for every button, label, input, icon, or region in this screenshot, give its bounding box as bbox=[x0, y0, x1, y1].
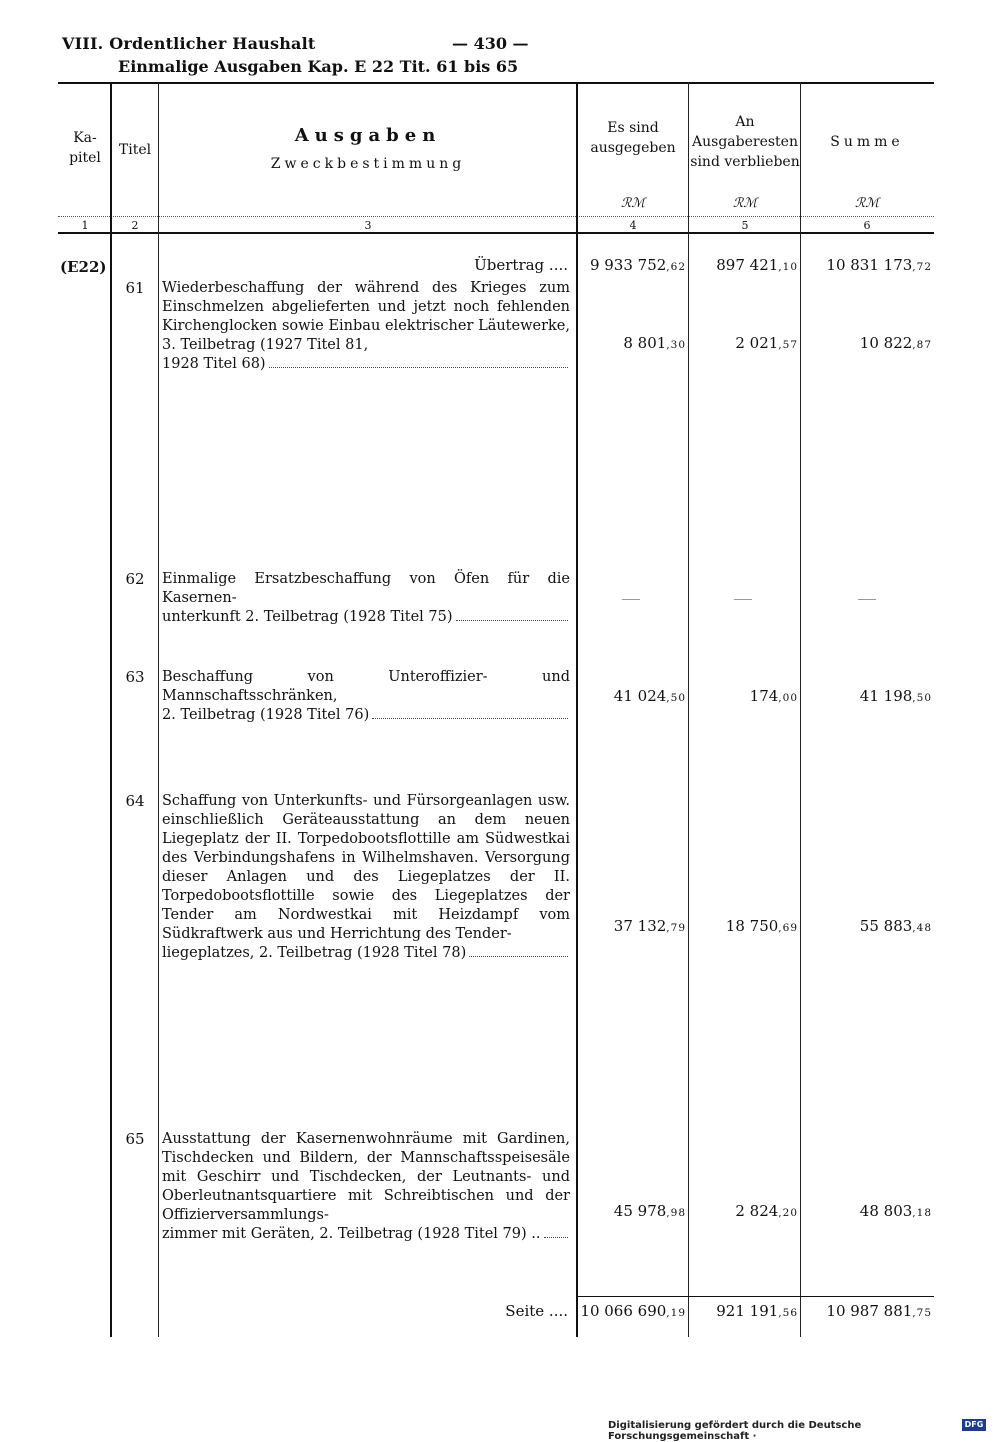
seite-label: Seite .... bbox=[505, 1302, 568, 1320]
row-ausgegeben: 37 132,79 bbox=[613, 917, 686, 935]
table-row-description: Beschaffung von Unteroffizier- und Mannschaftsschränken, 2. Teilbetrag (1928 Titel 76) bbox=[162, 669, 570, 723]
uebertrag-verblieben: 897 421,10 bbox=[716, 256, 798, 274]
header-ausgaben: Ausgaben bbox=[294, 125, 442, 146]
table-row-titel: 64 bbox=[125, 792, 145, 810]
table-top-rule bbox=[58, 82, 934, 84]
table-row-description: Einmalige Ersatzbeschaffung von Öfen für die Kasernen- unterkunft 2. Teilbetrag (1928 Titel 75) bbox=[162, 571, 570, 625]
header-bottom-rule bbox=[58, 232, 934, 234]
seite-summe: 10 987 881,75 bbox=[826, 1302, 932, 1320]
section-heading: VIII. Ordentlicher Haushalt bbox=[62, 34, 316, 53]
row-ausgegeben: 45 978,98 bbox=[613, 1202, 686, 1220]
kapitel-label: (E22) bbox=[60, 258, 107, 276]
row-empty-dash bbox=[622, 599, 640, 600]
row-verblieben: 174,00 bbox=[749, 687, 798, 705]
totals-rule bbox=[576, 1296, 934, 1297]
column-number-4: 4 bbox=[629, 219, 637, 232]
row-empty-dash bbox=[734, 599, 752, 600]
table-row-titel: 62 bbox=[125, 570, 145, 588]
row-verblieben: 2 824,20 bbox=[735, 1202, 798, 1220]
table-row-description: Ausstattung der Kasernenwohnräume mit Gardinen, Tischdecken und Bildern, der Mannschaftsspeisesäle mit Geschirr und Tischdecken, der Leutnants- und Oberleutnantsquartiere mit Schreibtischen und der Offizierversammlungs- zimmer mit Geräten, 2. Teilbetrag (1928 Titel 79) .. bbox=[162, 1131, 570, 1242]
unit-label-4: ℛℳ bbox=[620, 196, 646, 211]
header-zweckbestimmung: Zweckbestimmung bbox=[270, 156, 466, 172]
seite-verblieben: 921 191,56 bbox=[716, 1302, 798, 1320]
row-summe: 48 803,18 bbox=[859, 1202, 932, 1220]
header-kapitel: Ka- pitel bbox=[69, 130, 101, 166]
uebertrag-label: Übertrag .... bbox=[474, 256, 568, 274]
row-ausgegeben: 41 024,50 bbox=[613, 687, 686, 705]
column-divider-3 bbox=[576, 82, 578, 1337]
column-divider-1 bbox=[110, 82, 112, 1337]
row-verblieben: 2 021,57 bbox=[735, 334, 798, 352]
table-row-titel: 61 bbox=[125, 279, 145, 297]
column-divider-5 bbox=[800, 82, 801, 1337]
unit-label-6: ℛℳ bbox=[854, 196, 880, 211]
table-row-titel: 63 bbox=[125, 668, 145, 686]
dfg-logo: DFG bbox=[962, 1419, 986, 1431]
row-ausgegeben: 8 801,30 bbox=[623, 334, 686, 352]
header-verblieben: An Ausgaberesten sind verblieben bbox=[690, 114, 800, 170]
uebertrag-summe: 10 831 173,72 bbox=[826, 256, 932, 274]
header-summe: Summe bbox=[830, 134, 904, 150]
header-ausgegeben: Es sind ausgegeben bbox=[590, 120, 676, 156]
column-number-3: 3 bbox=[364, 219, 372, 232]
page-number: — 430 — bbox=[452, 34, 529, 53]
row-verblieben: 18 750,69 bbox=[725, 917, 798, 935]
seite-ausgegeben: 10 066 690,19 bbox=[580, 1302, 686, 1320]
column-number-2: 2 bbox=[131, 219, 139, 232]
table-row-description: Schaffung von Unterkunfts- und Fürsorgeanlagen usw. einschließlich Geräteausstattung an dem neuen Liegeplatz der II. Torpedobootsflottille am Südwestkai des Verbindungshafens in Wilhelmshaven. Versorgung dieser Anlagen und des Liegeplatzes der II. Torpedobootsflottille sowie des Liegeplatzes der Tender am Nordwestkai mit Heizdampf vom Südkraftwerk aus und Herrichtung des Tender- liegeplatzes, 2. Teilbetrag (1928 Titel 78) bbox=[162, 793, 570, 961]
column-number-1: 1 bbox=[81, 219, 89, 232]
column-number-rule bbox=[58, 216, 934, 217]
unit-label-5: ℛℳ bbox=[732, 196, 758, 211]
digitization-credit: Digitalisierung gefördert durch die Deutsche Forschungsgemeinschaft · bbox=[608, 1420, 862, 1442]
table-row-description: Wiederbeschaffung der während des Krieges zum Einschmelzen abgelieferten und jetzt noch fehlenden Kirchenglocken sowie Einbau elektrischer Läutewerke, 3. Teilbetrag (1927 Titel 81, 1928 Titel 68) bbox=[162, 280, 570, 372]
column-number-5: 5 bbox=[741, 219, 749, 232]
column-divider-4 bbox=[688, 82, 689, 1337]
row-summe: 41 198,50 bbox=[859, 687, 932, 705]
row-summe: 10 822,87 bbox=[859, 334, 932, 352]
header-titel: Titel bbox=[118, 142, 152, 158]
row-empty-dash bbox=[858, 599, 876, 600]
row-summe: 55 883,48 bbox=[859, 917, 932, 935]
page-subtitle: Einmalige Ausgaben Kap. E 22 Tit. 61 bis 65 bbox=[118, 57, 519, 76]
column-number-6: 6 bbox=[863, 219, 871, 232]
table-row-titel: 65 bbox=[125, 1130, 145, 1148]
column-divider-2 bbox=[158, 82, 159, 1337]
uebertrag-ausgegeben: 9 933 752,62 bbox=[589, 256, 686, 274]
